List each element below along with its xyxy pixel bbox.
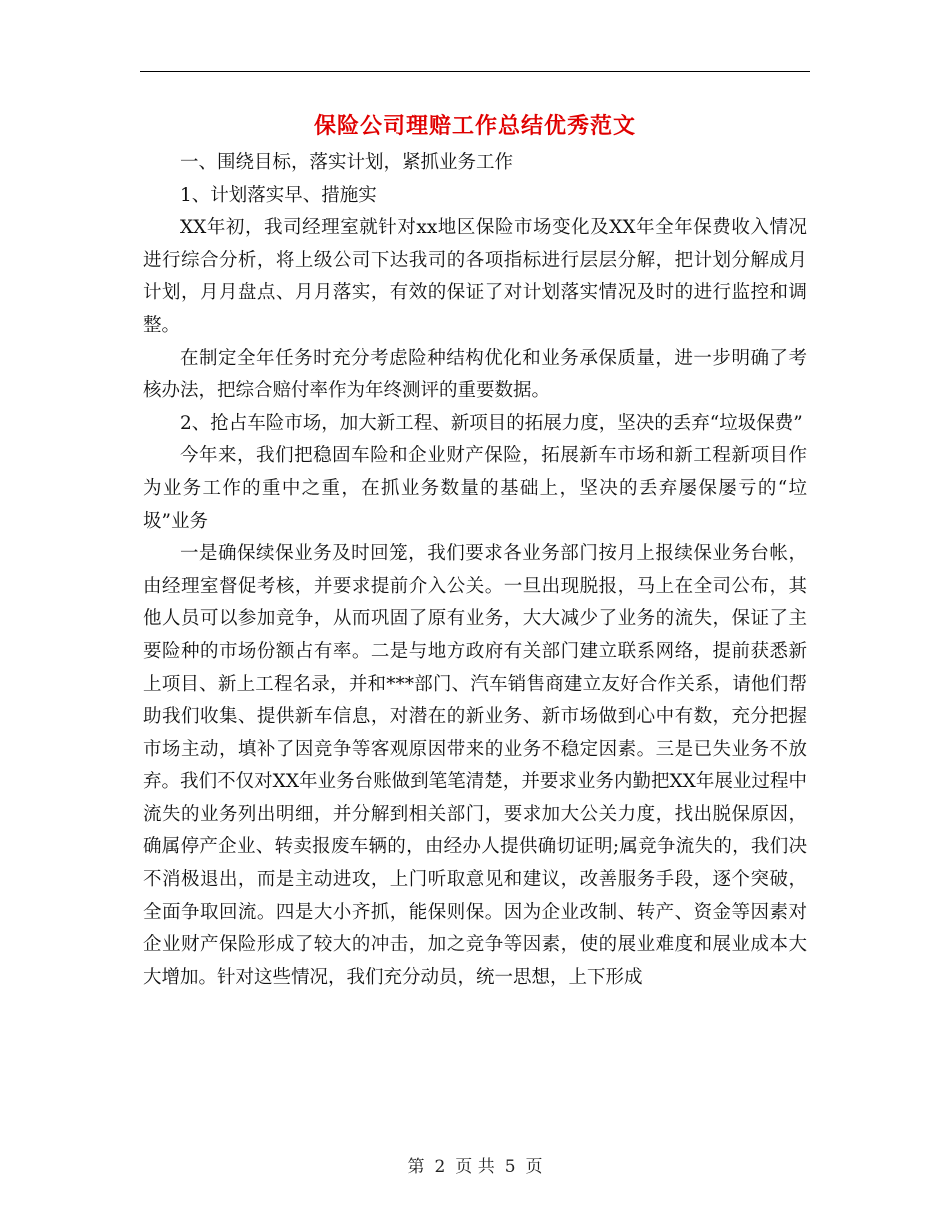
subsection-heading: 2、抢占车险市场，加大新工程、新项目的拓展力度，坚决的丢弃“垃圾保费” (180, 412, 803, 434)
subsection-heading: 1、计划落实早、措施实 (180, 184, 377, 206)
footer-middle: 页 共 (455, 1157, 495, 1177)
body-paragraph: 在制定全年任务时充分考虑险种结构优化和业务承保质量，进一步明确了考核办法，把综合赔付率作为年终测评的重要数据。 (143, 347, 807, 402)
section-heading: 一、围绕目标，落实计划，紧抓业务工作 (180, 152, 514, 173)
body-paragraph: XX年初，我司经理室就针对xx地区保险市场变化及XX年全年保费收入情况进行综合分析，将上级公司下达我司的各项指标进行层层分解，把计划分解成月计划，月月盘点、月月落实，有效的保证了对计划落实情况及时的进行监控和调整。 (143, 217, 807, 336)
page-total: 5 (504, 1157, 516, 1177)
page-number: 2 (434, 1157, 446, 1177)
footer-prefix: 第 (407, 1157, 425, 1177)
page-footer (0, 1152, 950, 1177)
document-body (143, 147, 807, 994)
footer-suffix: 页 (525, 1157, 543, 1177)
document-title: 保险公司理赔工作总结优秀范文 (313, 113, 636, 139)
header-rule (140, 71, 810, 72)
body-paragraph: 今年来，我们把稳固车险和企业财产保险，拓展新车市场和新工程新项目作为业务工作的重中之重，在抓业务数量的基础上，坚决的丢弃屡保屡亏的“垃圾”业务 (143, 445, 807, 532)
body-paragraph: 一是确保续保业务及时回笼，我们要求各业务部门按月上报续保业务台帐，由经理室督促考核，并要求提前介入公关。一旦出现脱报，马上在全司公布，其他人员可以参加竞争，从而巩固了原有业务，大大减少了业务的流失，保证了主要险种的市场份额占有率。二是与地方政府有关部门建立联系网络，提前获悉新上项目、新上工程名录，并和***部门、汽车销售商建立友好合作关系，请他们帮助我们收集、提供新车信息，对潜在的新业务、新市场做到心中有数，充分把握市场主动，填补了因竞争等客观原因带来的业务不稳定因素。三是已失业务不放弃。我们不仅对XX年业务台账做到笔笔清楚，并要求业务内勤把XX年展业过程中流失的业务列出明细，并分解到相关部门，要求加大公关力度，找出脱保原因，确属停产企业、转卖报废车辆的，由经办人提供确切证明;属竞争流失的，我们决不消极退出，而是主动进攻，上门听取意见和建议，改善服务手段，逐个突破，全面争取回流。四是大小齐抓，能保则保。因为企业改制、转产、资金等因素对企业财产保险形成了较大的冲击，加之竞争等因素，使的展业难度和展业成本大大增加。针对这些情况，我们充分动员，统一思想，上下形成 (143, 543, 807, 988)
